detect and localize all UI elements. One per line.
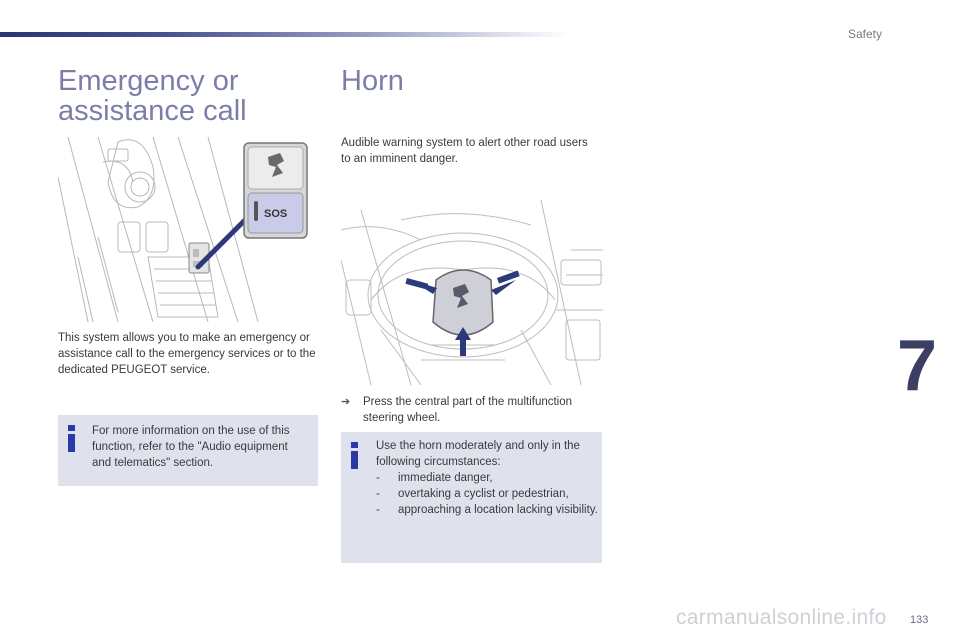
horn-instruction-text: Press the central part of the multifunction steering wheel. (363, 396, 573, 424)
info-icon (66, 425, 76, 451)
steering-wheel-illustration (341, 200, 603, 385)
list-item: - immediate danger, (376, 472, 493, 484)
sos-label: SOS (264, 208, 288, 220)
horn-description: Audible warning system to alert other road users to an imminent danger. (341, 137, 588, 165)
list-item: - approaching a location lacking visibility. (376, 504, 598, 516)
horn-title: Horn (341, 65, 404, 97)
horn-circumstances-list (376, 470, 598, 518)
watermark: carmanualsonline.info (676, 606, 887, 629)
section-label: Safety (847, 27, 883, 41)
info-text-emergency: For more information on the use of this function, refer to the "Audio equipment and telematics" section. (92, 425, 290, 469)
emergency-description: This system allows you to make an emergency or assistance call to the emergency services or to the dedicated PEUGEOT service. (58, 332, 316, 376)
info-box-emergency (58, 415, 318, 486)
header-bar (0, 32, 570, 37)
info-horn-intro: Use the horn moderately and only in the following circumstances: (376, 440, 580, 468)
emergency-title: Emergency or assistance call (58, 65, 247, 127)
bullet-arrow-icon: ➔ (341, 396, 351, 408)
info-text-horn (376, 438, 598, 518)
sos-console-illustration (58, 137, 320, 322)
info-box-horn (341, 432, 602, 563)
info-icon (349, 442, 359, 468)
list-item: - overtaking a cyclist or pedestrian, (376, 488, 569, 500)
horn-instruction (341, 394, 596, 426)
page-number: 133 (910, 614, 929, 626)
chapter-number: 7 (897, 326, 938, 406)
